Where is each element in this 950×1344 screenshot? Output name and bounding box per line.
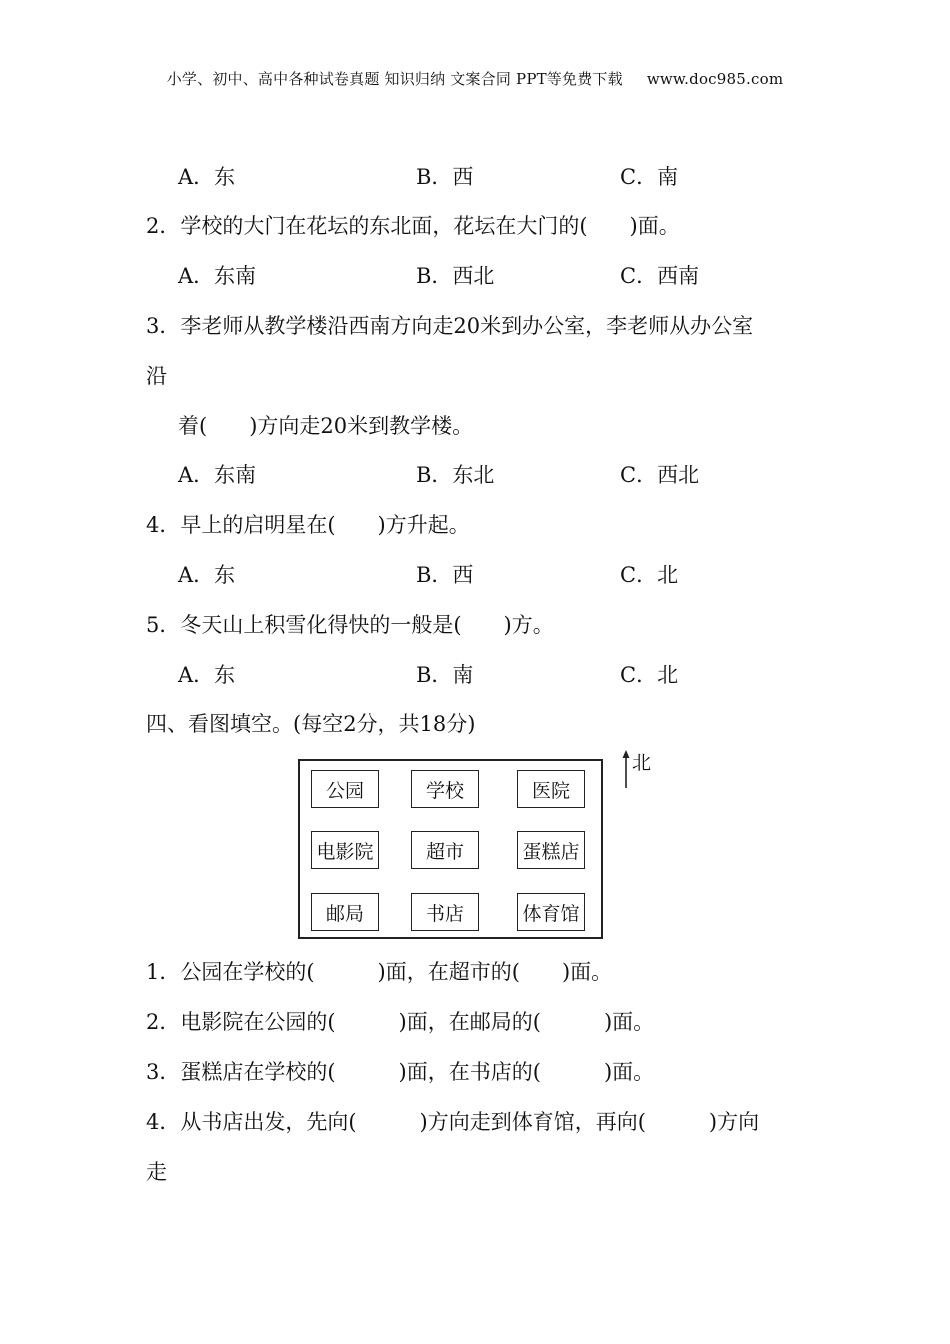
map-cell-bookstore: 书店 bbox=[411, 893, 479, 931]
q3-line2: 沿 bbox=[146, 364, 167, 388]
q2-text: 2．学校的大门在花坛的东北面，花坛在大门的( )面。 bbox=[146, 214, 680, 238]
map-cell-park: 公园 bbox=[311, 770, 379, 808]
q1-option-a: A．东 bbox=[178, 165, 236, 189]
q1-option-c: C．南 bbox=[620, 165, 679, 189]
q3-option-b: B．东北 bbox=[416, 463, 495, 487]
q4-text: 4．早上的启明星在( )方升起。 bbox=[146, 513, 470, 537]
q5-text: 5．冬天山上积雪化得快的一般是( )方。 bbox=[146, 613, 554, 637]
s4-question-4: 4．从书店出发，先向( )方向走到体育馆，再向( )方向 bbox=[146, 1110, 760, 1134]
q2-option-a: A．东南 bbox=[178, 264, 257, 288]
q5-option-c: C．北 bbox=[620, 663, 679, 687]
q1-option-b: B．西 bbox=[416, 165, 474, 189]
map-cell-school: 学校 bbox=[411, 770, 479, 808]
header-site: www.doc985.com bbox=[646, 70, 784, 88]
s4-question-2: 2．电影院在公园的( )面，在邮局的( )面。 bbox=[146, 1010, 655, 1034]
q4-option-b: B．西 bbox=[416, 563, 474, 587]
map-cell-stadium: 体育馆 bbox=[517, 893, 585, 931]
q2-option-c: C．西南 bbox=[620, 264, 700, 288]
q3-line1: 3．李老师从教学楼沿西南方向走20米到办公室，李老师从办公室 bbox=[146, 314, 754, 338]
map-cell-supermarket: 超市 bbox=[411, 831, 479, 869]
q3-option-a: A．东南 bbox=[178, 463, 257, 487]
page-header bbox=[0, 68, 950, 89]
map-cell-hospital: 医院 bbox=[517, 770, 585, 808]
north-label: 北 bbox=[632, 752, 652, 774]
q3-option-c: C．西北 bbox=[620, 463, 700, 487]
map-cell-cinema: 电影院 bbox=[311, 831, 379, 869]
map-diagram bbox=[298, 759, 603, 939]
map-cell-cake-shop: 蛋糕店 bbox=[517, 831, 585, 869]
map-cell-post-office: 邮局 bbox=[311, 893, 379, 931]
q2-option-b: B．西北 bbox=[416, 264, 495, 288]
section4-title: 四、看图填空。(每空2分，共18分) bbox=[146, 712, 476, 736]
q5-option-b: B．南 bbox=[416, 663, 474, 687]
q4-option-a: A．东 bbox=[178, 563, 236, 587]
s4-question-3: 3．蛋糕店在学校的( )面，在书店的( )面。 bbox=[146, 1060, 655, 1084]
q4-option-c: C．北 bbox=[620, 563, 679, 587]
header-text: 小学、初中、高中各种试卷真题 知识归纳 文案合同 PPT等免费下载 bbox=[166, 70, 623, 88]
s4-question-1: 1．公园在学校的( )面，在超市的( )面。 bbox=[146, 960, 613, 984]
q5-option-a: A．东 bbox=[178, 663, 236, 687]
q3-line3: 着( )方向走20米到教学楼。 bbox=[178, 414, 474, 438]
s4-question-4-cont: 走 bbox=[146, 1160, 167, 1184]
